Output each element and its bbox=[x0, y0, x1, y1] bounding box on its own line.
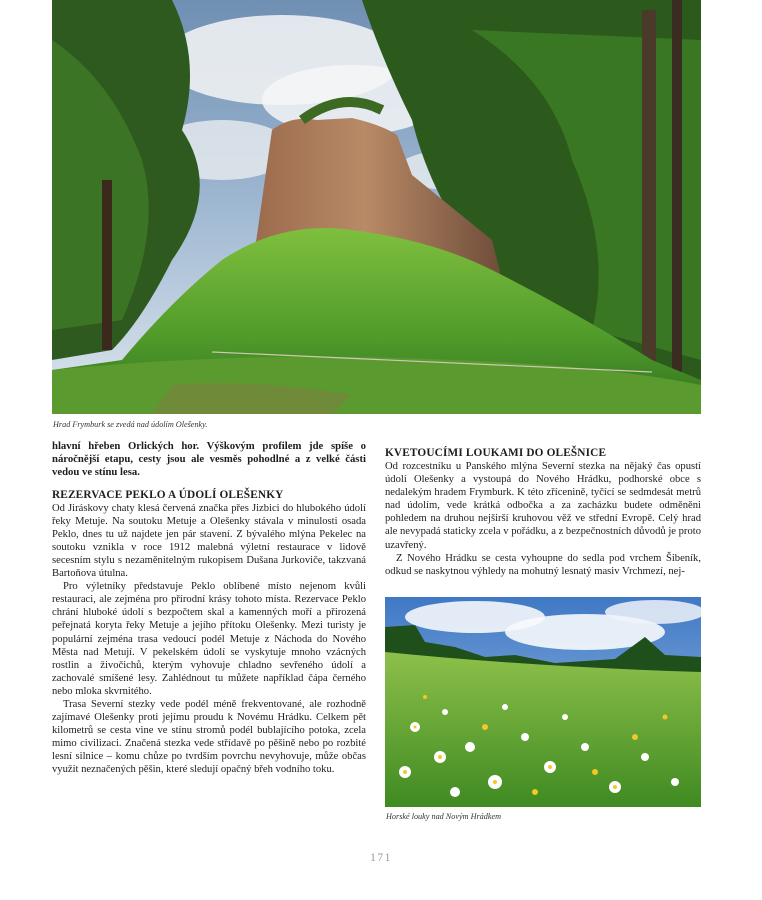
body-paragraph: Pro výletníky představuje Peklo oblíbené místo nejenom kvůli restauraci, ale zejména pro přírodní krásy tohoto místa. Rezervace Peklo chrání hluboké údolí s bezpočtem skal a kamenných moří a přirozená peřejnatá koryta řeky Metuje a jejího přítoku Olešenky. Mezi turisty je populární zejména trasa vedoucí podél Metuje z Náchoda do Nového Města nad Metují. V pekelském údolí se vyskytuje mnoho vzácných rostlin a živočichů, kterým vyhovuje chladno sevřeného údolí a zachovalé smíšené lesy. Zahlédnout tu můžete například čápa černého nebo mloka skvrnitého. bbox=[52, 581, 366, 697]
photo-caption: Horské louky nad Novým Hrádkem bbox=[386, 812, 502, 821]
left-text-column bbox=[52, 440, 366, 777]
right-text-column bbox=[385, 446, 701, 578]
castle-ruin-photo bbox=[52, 0, 701, 414]
section-heading: REZERVACE PEKLO A ÚDOLÍ OLEŠENKY bbox=[52, 488, 284, 501]
lead-paragraph: hlavní hřeben Orlických hor. Výškovým profilem jde spíše o náročnější etapu, cesty jsou ale vesměs pohodlné a z velké části vedou ve stínu lesa. bbox=[52, 440, 366, 479]
body-paragraph: Od Jiráskovy chaty klesá červená značka přes Jizbici do hlubokého údolí řeky Metuje. Na soutoku Metuje a Olešenky stávala v minulosti osada Peklo, dnes tu už najdete jen pár stavení. Z bývalého mlýna Pekelec na soutoku vznikla v roce 1912 malebná výletní restaurace v lidově secesním stylu s nezaměnitelným rukopisem Dušana Jurkoviče, takzvaná Bartoňova útulna. bbox=[52, 502, 366, 580]
body-paragraph: Z Nového Hrádku se cesta vyhoupne do sedla pod vrchem Šibeník, odkud se naskytnou výhledy na mohutný lesnatý masiv Vrchmezí, nej- bbox=[385, 552, 701, 577]
body-paragraph: Trasa Severní stezky vede podél méně frekventované, ale rozhodně zajímavé Olešenky proti jejímu proudu k Novému Hrádku. Celkem pět kilometrů se cesta vine ve stínu stromů podél bublajícího potoka, zcela mimo civilizaci. Značená stezka vede střídavě po pěšině nebo po rozbité lesní silnice – komu chůze po tvrdším povrchu nevyhovuje, může občas využít neznačených pěšin, které sledují opačný břeh vodního toku. bbox=[52, 699, 366, 776]
meadow-photo bbox=[385, 597, 701, 807]
body-paragraph: Od rozcestníku u Panského mlýna Severní stezka na nějaký čas opustí údolí Olešenky a vystoupá do Nového Hrádku, podhorské obce s nedalekým hradem Frymburk. K této zřícenině, tyčící se sedmdesát metrů nad údolím, vede krátká odbočka a za zacházku budete odměněni pohledem na druhou nejširší kruhovou věž ve střední Evropě. Celý hrad ale nevypadá staticky zcela v pořádku, a z bezpečnostních důvodů je proto uzavřený. bbox=[385, 461, 701, 551]
section-heading: KVETOUCÍMI LOUKAMI DO OLEŠNICE bbox=[385, 447, 607, 459]
page-number: 171 bbox=[370, 852, 392, 864]
photo-caption: Hrad Frymburk se zvedá nad údolím Olešenky. bbox=[53, 420, 208, 429]
